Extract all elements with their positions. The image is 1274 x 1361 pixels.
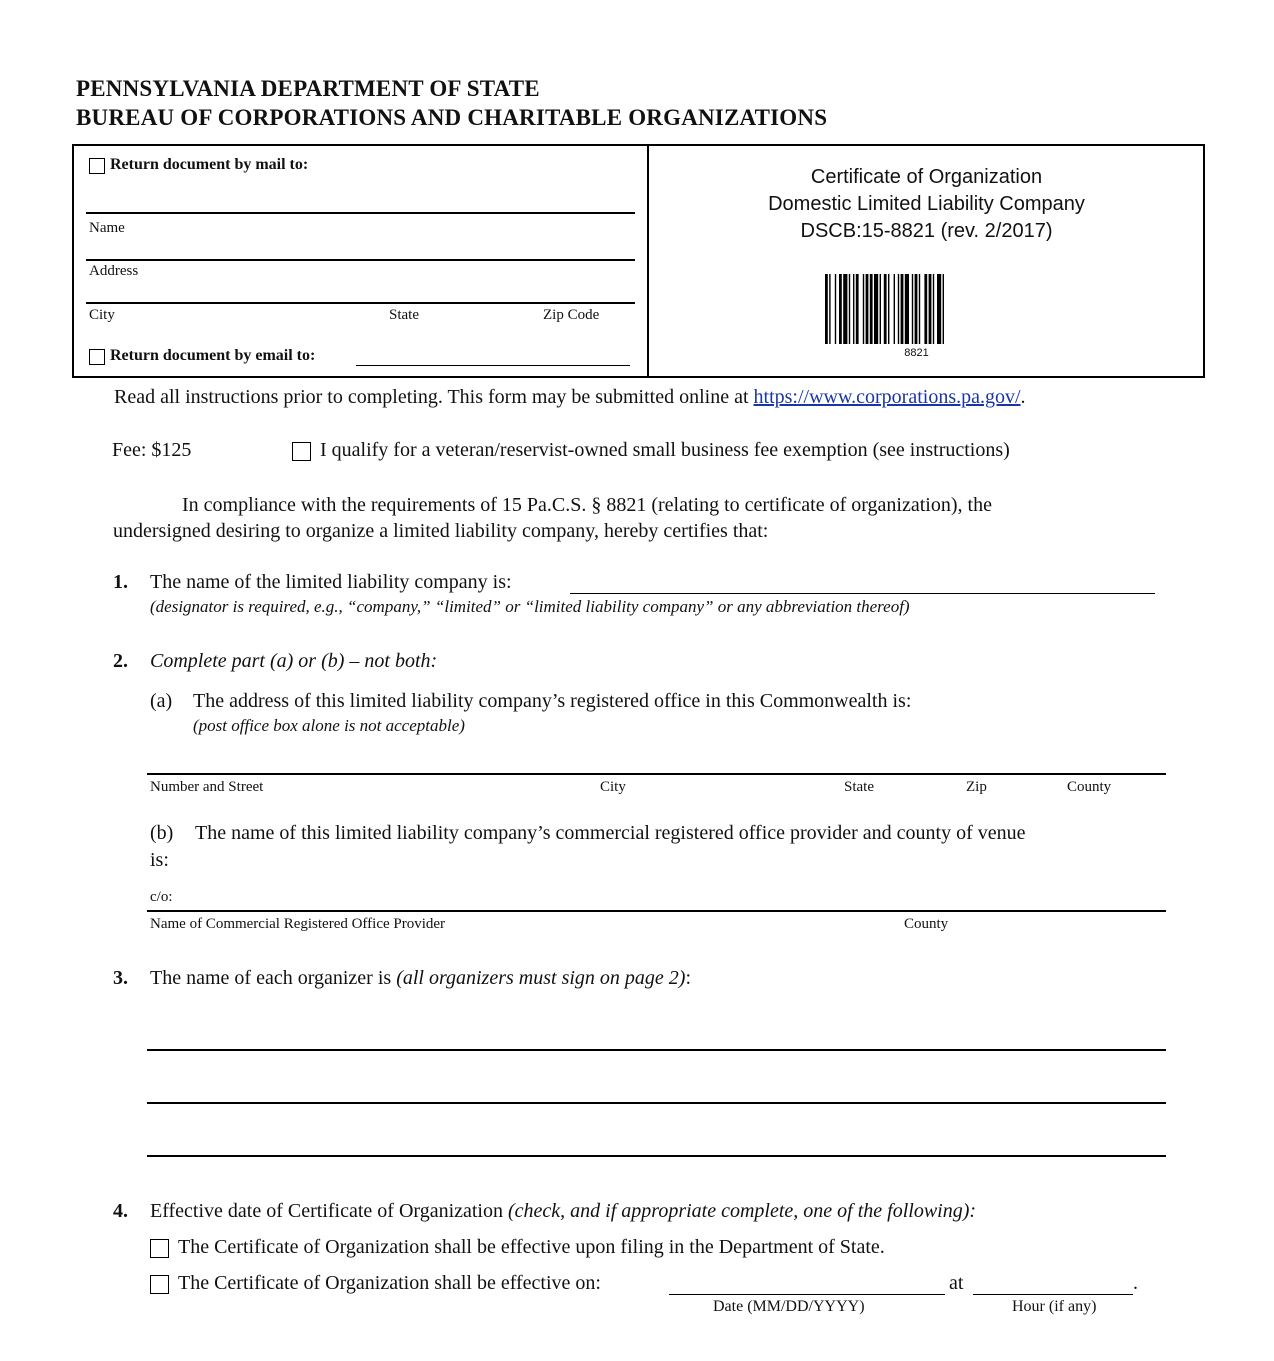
- address-line[interactable]: [86, 259, 635, 261]
- header-line1: PENNSYLVANIA DEPARTMENT OF STATE: [76, 76, 540, 101]
- item1-note: (designator is required, e.g., “company,” “limited” or “limited liability company” or any abbreviation thereof): [150, 597, 910, 616]
- company-name-line[interactable]: [570, 593, 1155, 594]
- office-county-label: County: [1067, 779, 1112, 795]
- item2a-note: (post office box alone is not acceptable): [193, 716, 465, 735]
- email-line[interactable]: [356, 365, 630, 366]
- office-state-label: State: [844, 779, 874, 795]
- zip-code-label: Zip Code: [543, 307, 600, 323]
- instructions: [114, 386, 1026, 409]
- item4-number: 4.: [113, 1200, 128, 1222]
- commercial-provider-line[interactable]: [147, 910, 1166, 912]
- date-format-label: Date (MM/DD/YYYY): [713, 1298, 865, 1315]
- state-label: State: [389, 307, 419, 323]
- title-line1: Certificate of Organization: [810, 166, 1043, 188]
- effective-upon-filing-label: The Certificate of Organization shall be effective upon filing in the Department of State.: [178, 1236, 885, 1258]
- name-label: Name: [89, 220, 125, 236]
- effective-on-date-label: The Certificate of Organization shall be effective on:: [178, 1272, 601, 1294]
- item2-number: 2.: [113, 650, 128, 672]
- item2a-text: The address of this limited liability company’s registered office in this Commonwealth is:: [193, 690, 912, 712]
- item3-text: [150, 967, 691, 990]
- item4-end: .: [1133, 1272, 1138, 1294]
- fee-exemption-checkbox[interactable]: [292, 442, 311, 461]
- fee-label: Fee: $125: [112, 439, 192, 461]
- item2b-text2: is:: [150, 849, 169, 871]
- item2a-label: (a): [150, 690, 173, 712]
- item3-end: :: [685, 967, 692, 989]
- effective-upon-filing-checkbox[interactable]: [150, 1239, 169, 1258]
- organizer-line-1[interactable]: [147, 1049, 1166, 1051]
- instructions-text: Read all instructions prior to completing. This form may be submitted online at: [114, 386, 754, 408]
- address-label: Address: [89, 263, 139, 279]
- item4-label: Effective date of Certificate of Organization: [150, 1200, 508, 1222]
- item4-note: (check, and if appropriate complete, one of the following):: [508, 1200, 977, 1222]
- item2-text: Complete part (a) or (b) – not both:: [150, 650, 438, 672]
- at-label: at: [949, 1272, 964, 1294]
- organizer-line-2[interactable]: [147, 1102, 1166, 1104]
- city-state-zip-line[interactable]: [86, 302, 635, 304]
- office-zip-label: Zip: [966, 779, 987, 795]
- item2b-label: (b): [150, 822, 174, 844]
- barcode-number: 8821: [904, 347, 929, 359]
- effective-on-date-checkbox[interactable]: [150, 1275, 169, 1294]
- hour-label: Hour (if any): [1012, 1298, 1097, 1315]
- item1-number: 1.: [113, 571, 128, 593]
- fee-exemption-label: I qualify for a veteran/reservist-owned small business fee exemption (see instructions): [320, 439, 1010, 461]
- title-line2: Domestic Limited Liability Company: [768, 193, 1085, 215]
- effective-date-line[interactable]: [669, 1294, 945, 1295]
- title-line3: DSCB:15-8821 (rev. 2/2017): [800, 220, 1053, 242]
- compliance-line1: In compliance with the requirements of 15 Pa.C.S. § 8821 (relating to certificate of organization), the: [182, 494, 992, 516]
- office-city-label: City: [600, 779, 626, 795]
- return-by-mail-label: Return document by mail to:: [110, 156, 309, 173]
- barcode: [825, 274, 1008, 344]
- number-street-label: Number and Street: [150, 779, 264, 795]
- effective-hour-line[interactable]: [973, 1294, 1133, 1295]
- organizer-line-3[interactable]: [147, 1155, 1166, 1157]
- form-title: [650, 164, 1203, 245]
- name-line[interactable]: [86, 212, 635, 214]
- item1-text: The name of the limited liability company is:: [150, 571, 512, 593]
- provider-name-label: Name of Commercial Registered Office Provider: [150, 916, 446, 932]
- item3-note: (all organizers must sign on page 2): [396, 967, 686, 989]
- item3-number: 3.: [113, 967, 128, 989]
- item3-label: The name of each organizer is: [150, 967, 397, 989]
- care-of-label: c/o:: [150, 889, 173, 905]
- return-by-email-checkbox[interactable]: [89, 349, 105, 365]
- return-by-mail-checkbox[interactable]: [89, 158, 105, 174]
- return-by-email-label: Return document by email to:: [110, 347, 316, 364]
- return-box: [72, 144, 649, 378]
- registered-office-line[interactable]: [147, 773, 1166, 775]
- online-filing-link[interactable]: https://www.corporations.pa.gov/: [753, 386, 1021, 408]
- instructions-end: .: [1020, 386, 1026, 408]
- item2b-text: The name of this limited liability company’s commercial registered office provider and county of venue: [195, 822, 1026, 844]
- item4-text: [150, 1200, 976, 1223]
- compliance-line2: undersigned desiring to organize a limited liability company, hereby certifies that:: [113, 520, 769, 542]
- city-label: City: [89, 307, 115, 323]
- provider-county-label: County: [904, 916, 949, 932]
- header-line2: BUREAU OF CORPORATIONS AND CHARITABLE ORGANIZATIONS: [76, 105, 828, 130]
